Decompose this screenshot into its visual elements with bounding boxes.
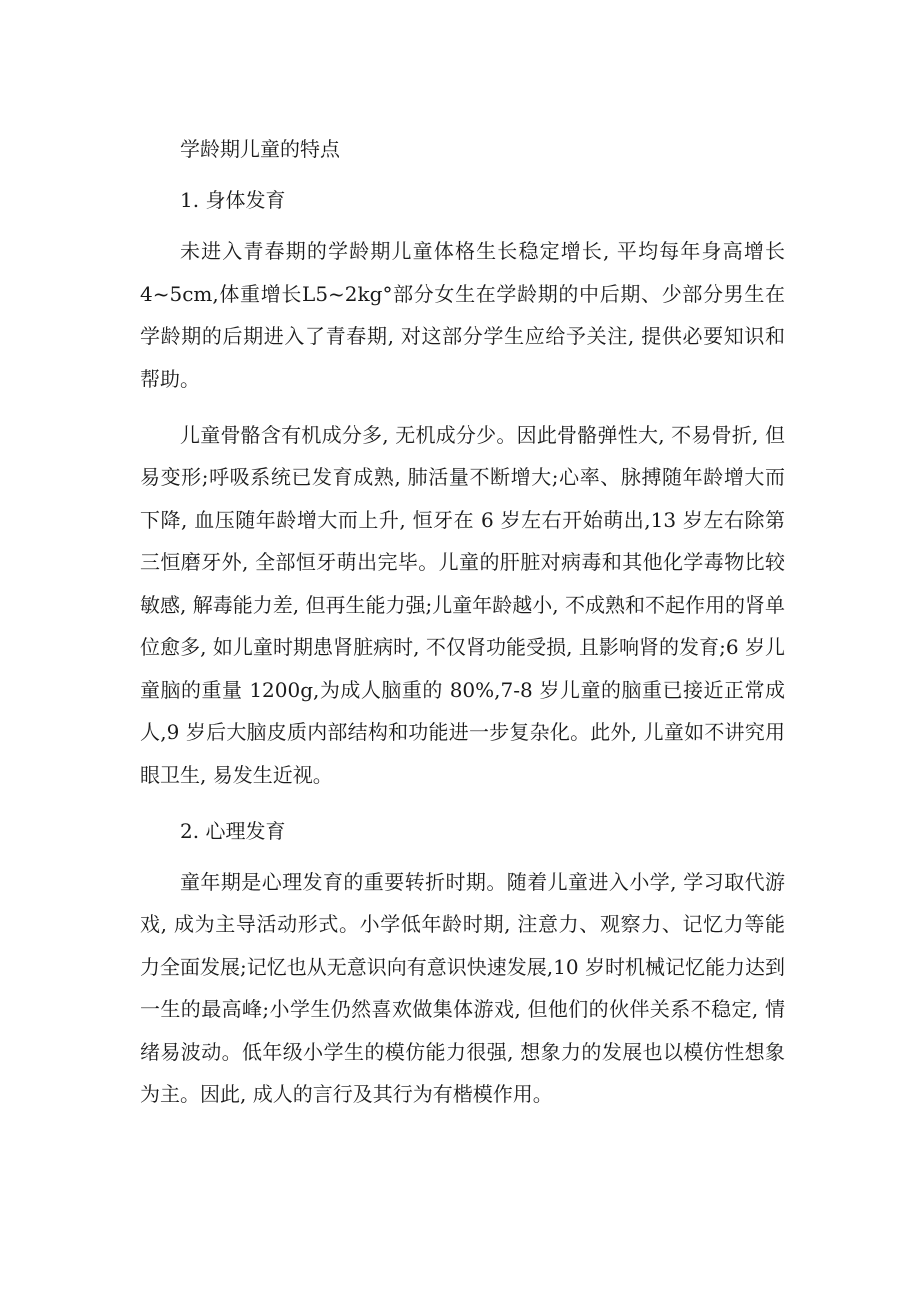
document-title: 学龄期儿童的特点 (180, 137, 340, 161)
document-page (140, 128, 785, 1129)
paragraph-psychology: 童年期是心理发育的重要转折时期。随着儿童进入小学, 学习取代游戏, 成为主导活动形式。小学低年龄时期, 注意力、观察力、记忆力等能力全面发展;记忆也从无意识向有意识快速发展,10 岁时机械记忆能力达到一生的最高峰;小学生仍然喜欢做集体游戏, 但他们的伙伴关系不稳定, 情绪易波动。低年级小学生的模仿能力很强, 想象力的发展也以模仿性想象为主。因此, 成人的言行及其行为有楷模作用。 (140, 869, 785, 1106)
paragraph-growth: 未进入青春期的学龄期儿童体格生长稳定增长, 平均每年身高增长4~5cm,体重增长L5~2kg°部分女生在学龄期的中后期、少部分男生在学龄期的后期进入了青春期, 对这部分学生应给予关注, 提供必要知识和帮助。 (140, 239, 785, 391)
section-heading-physical: 1. 身体发育 (180, 188, 286, 212)
section-heading-psychological: 2. 心理发育 (180, 818, 286, 843)
paragraph-skeleton: 儿童骨骼含有机成分多, 无机成分少。因此骨骼弹性大, 不易骨折, 但易变形;呼吸系统已发育成熟, 肺活量不断增大;心率、脉搏随年龄增大而下降, 血压随年龄增大而上升, 恒牙在 6 岁左右开始萌出,13 岁左右除第三恒磨牙外, 全部恒牙萌出完毕。儿童的肝脏对病毒和其他化学毒物比较敏感, 解毒能力差, 但再生能力强;儿童年龄越小, 不成熟和不起作用的肾单位愈多, 如儿童时期患肾脏病时, 不仅肾功能受损, 且影响肾的发育;6 岁儿童脑的重量 1200g,为成人脑重的 80%,7-8 岁儿童的脑重已接近正常成人,9 岁后大脑皮质内部结构和功能进一步复杂化。此外, 儿童如不讲究用眼卫生, 易发生近视。 (140, 422, 785, 787)
